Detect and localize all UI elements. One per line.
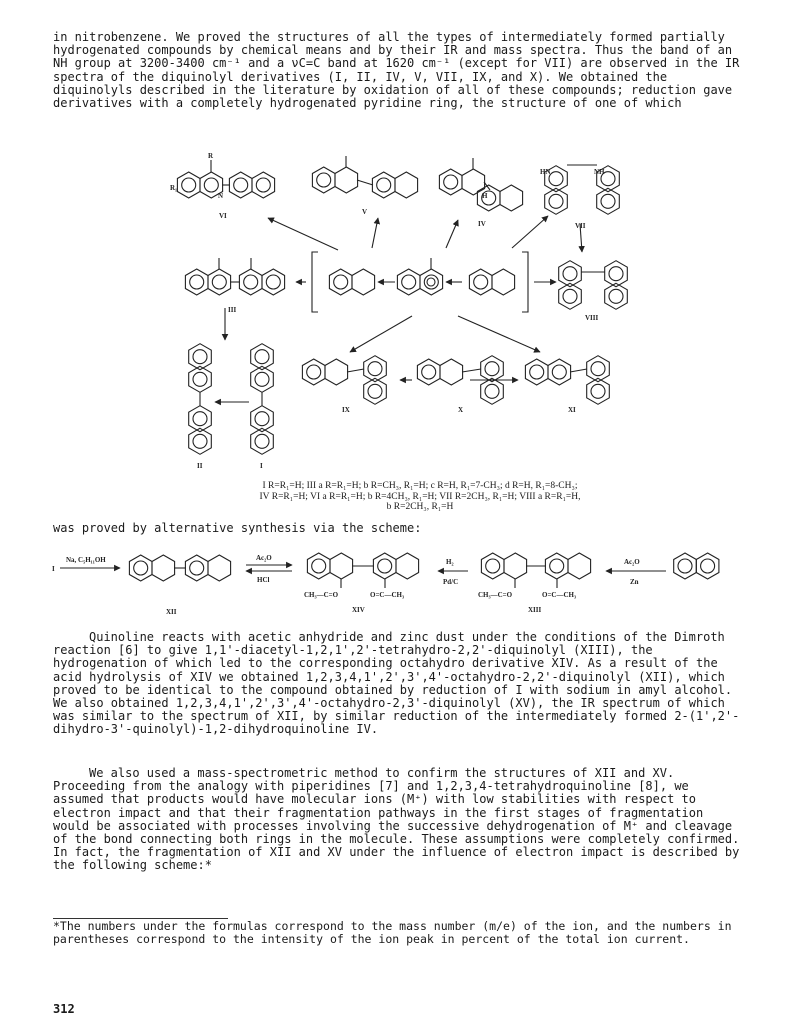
label-xiv: XIV	[352, 606, 365, 614]
intermediate-anion-1	[329, 269, 374, 295]
structure-iii	[185, 258, 284, 295]
reaction-scheme-synthesis	[0, 540, 796, 620]
structure-iv	[439, 158, 522, 211]
reagent-ac2o: Ac₂O	[256, 554, 272, 562]
substituent-r1: R₁	[170, 184, 178, 192]
structure-vi	[177, 160, 274, 198]
structure-xii	[129, 555, 230, 581]
substituent-r: R	[208, 152, 214, 160]
reagent-hcl: HCl	[257, 576, 270, 584]
start-compound-label: I	[52, 565, 55, 573]
structure-i	[251, 344, 274, 455]
substituent-h: H	[482, 192, 488, 200]
acetyl-group-left: CH₃—C=O	[304, 591, 339, 599]
structure-viii	[559, 261, 628, 310]
label-vii: VII	[575, 222, 586, 230]
structure-ii	[189, 344, 212, 455]
reagent-h2: H₂	[446, 558, 454, 566]
label-i: I	[260, 462, 263, 470]
structure-quinoline	[674, 553, 719, 579]
acetyl-group-left-2: CH₃—C=O	[478, 591, 513, 599]
paragraph-scheme-intro: was proved by alternative synthesis via the scheme:	[53, 521, 422, 535]
page-number: 312	[53, 1002, 75, 1016]
reagent-zn: Zn	[630, 578, 639, 586]
caption-line: b R=2CH₃, R₁=H	[386, 502, 454, 512]
reaction-scheme-diquinolyls	[0, 140, 796, 475]
reagent-pd-c: Pd/C	[443, 578, 459, 586]
label-ii: II	[197, 462, 203, 470]
structure-xi	[525, 356, 609, 405]
acetyl-group-right: O=C—CH₃	[370, 591, 405, 599]
caption-line: IV R=R₁=H; VI a R=R₁=H; b R=4CH₃, R₁=H; VII R=2CH₃, R₁=H; VIII a R=R₁=H,	[259, 491, 581, 502]
caption-line: I R=R₁=H; III a R=R₁=H; b R=CH₃, R₁=H; c R=H, R₁=7-CH₃; d R=H, R₁=8-CH₃;	[262, 481, 578, 491]
label-ix: IX	[342, 406, 350, 414]
reagent-ac2o-2: Ac₂O	[624, 558, 640, 566]
label-xii: XII	[166, 608, 177, 616]
substituent-hn: HN	[540, 168, 551, 176]
paragraph-mass-spectrometry: We also used a mass-spectrometric method to confirm the structures of XII and XV. Proceeding from the analogy with piperidines [7] and 1,2,3,4-tetrahydroquinoline [8], we assumed that products would have molecular ions (M⁺) with low stabilities with respect to electron impact and that their fragmentation pathways in the first stages of fragmentation would be associated with processes involving the successive dehydrogenation of M⁺ and cleavage of the bond connecting both rings in the molecule. These assumptions were completely confirmed. In fact, the fragmentation of XII and XV under the influence of electron impact is described by the following scheme:*	[53, 766, 740, 873]
substituent-nh: NH	[594, 168, 605, 176]
footnote: *The numbers under the formulas correspond to the mass number (m/e) of the ion, and the numbers in parentheses correspond to the intensity of the ion peak in percent of the total ion current.	[53, 919, 732, 946]
structure-vii	[545, 165, 620, 214]
intermediate-anion-3	[469, 269, 514, 295]
label-x: X	[458, 406, 464, 414]
label-xi: XI	[568, 406, 576, 414]
reagent-na-amyl-alcohol: Na, C₅H₁₁OH	[66, 556, 106, 564]
paragraph-dimroth-reaction: Quinoline reacts with acetic anhydride and zinc dust under the conditions of the Dimroth reaction [6] to give 1,1'-diacetyl-1,2,1',2'-tetrahydro-2,2'-diquinolyl (XIII), the hydrogenation of which led to the corresponding octahydro derivative XIV. As a result of the acid hydrolysis of XIV we obtained 1,2,3,4,1',2',3',4'-octahydro-2,2'-diquinolyl (XII), which proved to be identical to the compound obtained by reduction of I with sodium in amyl alcohol. We also obtained 1,2,3,4,1',2',3',4'-octahydro-2,3'-diquinolyl (XV), the IR spectrum of which was similar to the spectrum of XII, by similar reduction of the intermediately formed 2-(1',2'-dihydro-3'-quinolyl)-1,2-dihydroquinoline IV.	[53, 630, 740, 737]
label-xiii: XIII	[528, 606, 542, 614]
label-iv: IV	[478, 220, 486, 228]
structure-xiv	[307, 553, 418, 588]
label-v: V	[362, 208, 368, 216]
ring-nitrogen: N	[218, 192, 224, 200]
paragraph-intro: in nitrobenzene. We proved the structures of all the types of intermediately formed partially hydrogenated compounds by chemical means and by their IR and mass spectra. Thus the band of an NH group at 3200-3400 cm⁻¹ and a νC=C band at 1620 cm⁻¹ (except for VII) are observed in the IR spectra of the diquinolyl derivatives (I, II, IV, V, VII, IX, and X). We obtained the diquinolyls described in the literature by oxidation of all of these compounds; reduction gave derivatives with a completely hydrogenated pyridine ring, the structure of one of which	[53, 30, 740, 111]
structure-ix	[302, 356, 386, 405]
label-viii: VIII	[585, 314, 599, 322]
acetyl-group-right-2: O=C—CH₃	[542, 591, 577, 599]
label-vi: VI	[219, 212, 227, 220]
structure-xiii	[481, 553, 590, 588]
intermediate-anion-2	[397, 258, 442, 295]
structure-v	[312, 156, 417, 198]
figure-caption	[160, 481, 680, 513]
label-iii: III	[228, 306, 237, 314]
